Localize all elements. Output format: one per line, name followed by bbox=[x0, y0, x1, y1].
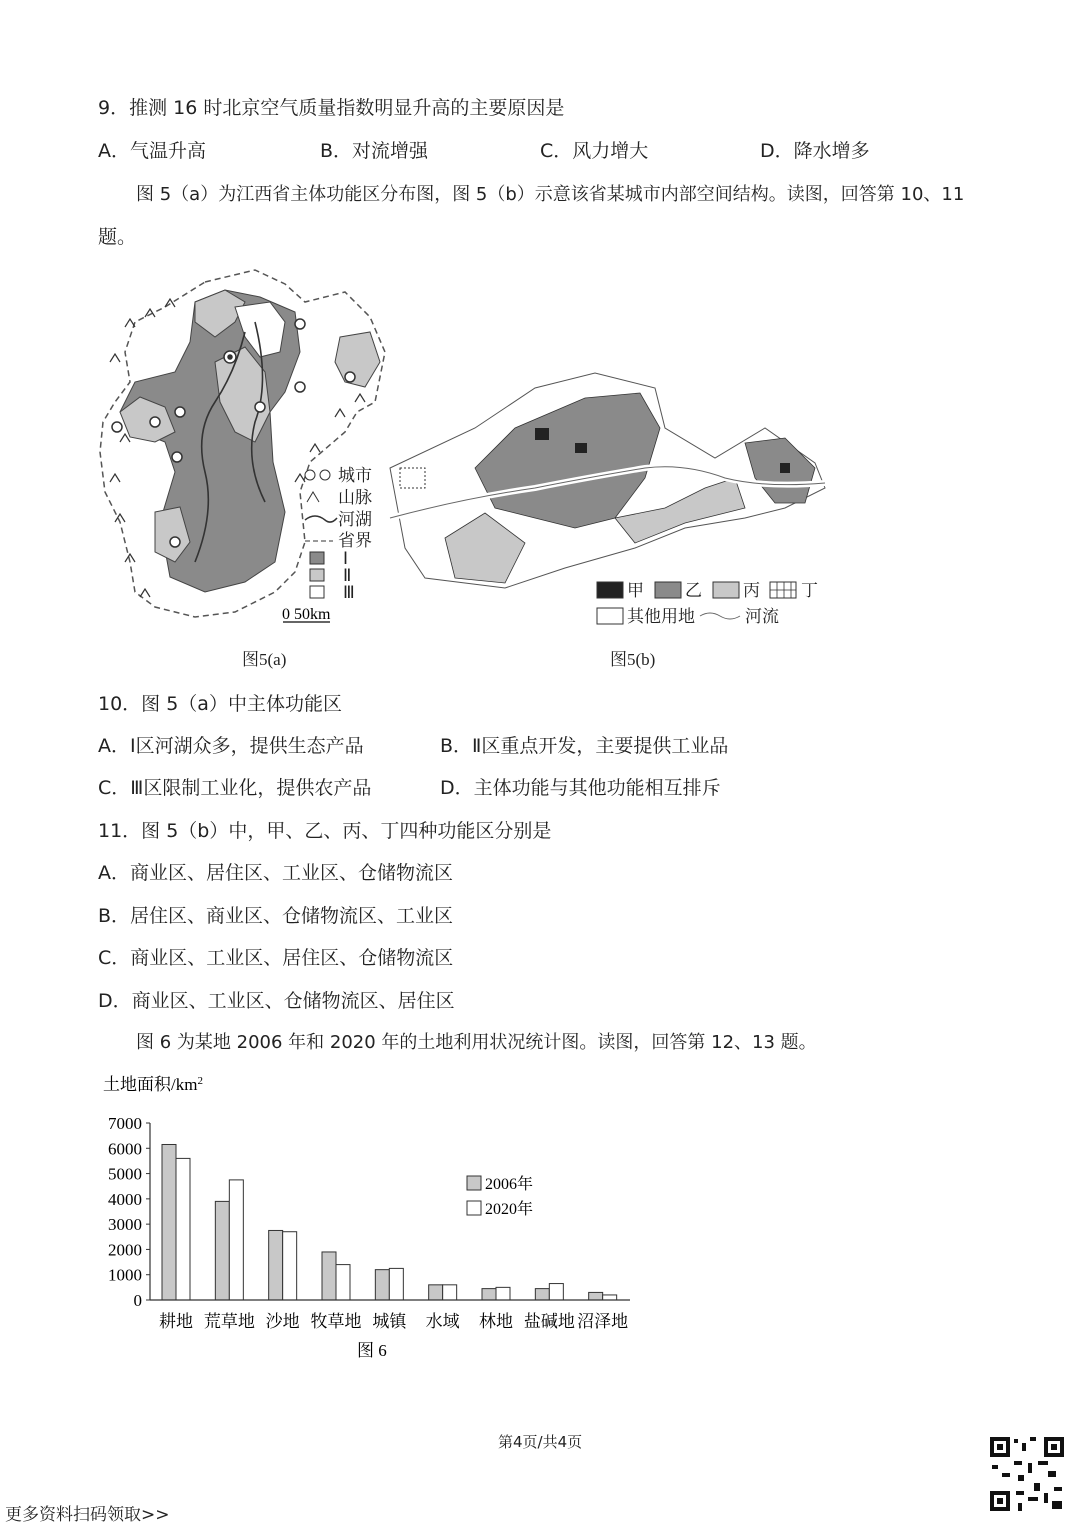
x-category-label: 城镇 bbox=[372, 1312, 407, 1331]
q9-option-b: B．对流增强 bbox=[320, 140, 429, 162]
city-marker bbox=[112, 422, 122, 432]
bar-2020 bbox=[603, 1295, 617, 1300]
bar-2006 bbox=[429, 1285, 443, 1300]
legend-ding: 丁 bbox=[801, 581, 818, 601]
chart-legend bbox=[467, 1174, 533, 1218]
bar-2006 bbox=[375, 1270, 389, 1300]
legend-yi: 乙 bbox=[685, 581, 702, 601]
city-marker bbox=[295, 382, 305, 392]
bar-2020 bbox=[443, 1285, 457, 1300]
zone-yi bbox=[475, 393, 660, 528]
bar-2006 bbox=[482, 1289, 496, 1300]
bar-2020 bbox=[389, 1268, 403, 1300]
city-marker bbox=[172, 452, 182, 462]
legend-jia: 甲 bbox=[627, 581, 644, 601]
bar-2020 bbox=[229, 1180, 243, 1300]
legend-city: 城市 bbox=[338, 466, 372, 486]
y-tick-label: 5000 bbox=[108, 1164, 142, 1184]
bar-2020 bbox=[549, 1284, 563, 1300]
q10-option-c: C．Ⅲ区限制工业化，提供农产品 bbox=[98, 777, 372, 799]
region-two-east bbox=[335, 332, 380, 387]
q10-option-b: B．Ⅱ区重点开发，主要提供工业品 bbox=[440, 735, 729, 757]
bar-2006 bbox=[162, 1144, 176, 1300]
x-category-label: 荒草地 bbox=[203, 1312, 255, 1331]
q9-option-a: A．气温升高 bbox=[98, 140, 206, 162]
zone-jia bbox=[780, 463, 790, 473]
city-marker bbox=[255, 402, 265, 412]
y-tick-label: 4000 bbox=[108, 1189, 142, 1209]
scale-bar: 0 50km bbox=[282, 606, 331, 623]
y-tick-label: 1000 bbox=[108, 1265, 142, 1285]
bar-2020 bbox=[283, 1232, 297, 1300]
legend-bing: 丙 bbox=[743, 581, 760, 601]
city-marker bbox=[170, 537, 180, 547]
q11-stem: 11．图 5（b）中，甲、乙、丙、丁四种功能区分别是 bbox=[98, 820, 552, 842]
q10-option-a: A．Ⅰ区河湖众多，提供生态产品 bbox=[98, 735, 364, 757]
y-tick-label: 7000 bbox=[108, 1114, 142, 1133]
q10-stem: 10．图 5（a）中主体功能区 bbox=[98, 693, 342, 715]
bar-2006 bbox=[535, 1289, 549, 1300]
q11-option-c: C．商业区、工业区、居住区、仓储物流区 bbox=[98, 947, 454, 969]
bar-2020 bbox=[336, 1265, 350, 1300]
legend-2006: 2006年 bbox=[485, 1176, 534, 1193]
city-marker bbox=[295, 319, 305, 329]
x-category-label: 水域 bbox=[425, 1312, 460, 1331]
intro-10-11-line1: 图 5（a）为江西省主体功能区分布图，图 5（b）示意该省某城市内部空间结构。读图，回答第 10、11 bbox=[136, 184, 965, 205]
more-resources-text: 更多资料扫码领取>> bbox=[5, 1505, 170, 1525]
legend-region-three: Ⅲ bbox=[343, 583, 355, 603]
page-number: 第4页/共4页 bbox=[498, 1433, 583, 1451]
legend-river-b: 河流 bbox=[745, 607, 779, 627]
figure-6-chart bbox=[95, 1068, 655, 1368]
city-marker bbox=[150, 417, 160, 427]
q11-option-d: D．商业区、工业区、仓储物流区、居住区 bbox=[98, 990, 455, 1012]
legend-border: 省界 bbox=[338, 531, 372, 551]
zone-ding bbox=[400, 468, 425, 488]
bar-2020 bbox=[496, 1287, 510, 1300]
city-marker bbox=[345, 372, 355, 382]
q11-option-b: B．居住区、商业区、仓储物流区、工业区 bbox=[98, 905, 454, 927]
intro-10-11-line2: 题。 bbox=[98, 226, 137, 248]
city-marker bbox=[175, 407, 185, 417]
zone-jia bbox=[535, 428, 549, 440]
legend-2020: 2020年 bbox=[485, 1201, 534, 1218]
legend-region-two: Ⅱ bbox=[343, 566, 352, 586]
y-tick-label: 2000 bbox=[108, 1240, 142, 1260]
q9-option-d: D．降水增多 bbox=[760, 140, 870, 162]
x-category-label: 牧草地 bbox=[310, 1312, 362, 1331]
x-category-label: 耕地 bbox=[159, 1312, 193, 1331]
bar-2006 bbox=[215, 1201, 229, 1300]
x-category-label: 林地 bbox=[479, 1312, 513, 1331]
y-tick-label: 0 bbox=[133, 1291, 142, 1310]
figure-5b-caption: 图5(b) bbox=[610, 650, 656, 669]
x-category-label: 沼泽地 bbox=[577, 1312, 629, 1331]
intro-12-13: 图 6 为某地 2006 年和 2020 年的土地利用状况统计图。读图，回答第 12、13 题。 bbox=[136, 1032, 817, 1053]
figure-5a-caption: 图5(a) bbox=[242, 650, 287, 669]
legend-mountain: 山脉 bbox=[338, 488, 372, 508]
figure-5a-map bbox=[95, 262, 395, 642]
x-category-label: 沙地 bbox=[265, 1312, 300, 1331]
x-category-label: 盐碱地 bbox=[523, 1312, 575, 1331]
legend-5a bbox=[282, 466, 372, 623]
chart-ylabel: 土地面积$/km^2$ bbox=[103, 1075, 203, 1094]
legend-other-land: 其他用地 bbox=[627, 607, 695, 627]
q9-stem: 9．推测 16 时北京空气质量指数明显升高的主要原因是 bbox=[98, 97, 565, 119]
bar-2006 bbox=[589, 1292, 603, 1300]
q10-option-d: D．主体功能与其他功能相互排斥 bbox=[440, 777, 721, 799]
zone-bing bbox=[445, 513, 525, 583]
chart-title: 图 6 bbox=[357, 1341, 387, 1360]
q9-option-c: C．风力增大 bbox=[540, 140, 649, 162]
y-tick-label: 6000 bbox=[108, 1139, 142, 1159]
q11-option-a: A．商业区、居住区、工业区、仓储物流区 bbox=[98, 862, 453, 884]
bar-2006 bbox=[322, 1252, 336, 1300]
figure-5b-city-map bbox=[385, 368, 835, 633]
legend-region-one: Ⅰ bbox=[343, 549, 349, 569]
zone-jia bbox=[575, 443, 587, 453]
qr-code[interactable] bbox=[988, 1435, 1066, 1513]
bar-2006 bbox=[269, 1230, 283, 1300]
legend-river: 河湖 bbox=[338, 510, 372, 530]
y-tick-label: 3000 bbox=[108, 1215, 142, 1235]
bar-2020 bbox=[176, 1158, 190, 1300]
